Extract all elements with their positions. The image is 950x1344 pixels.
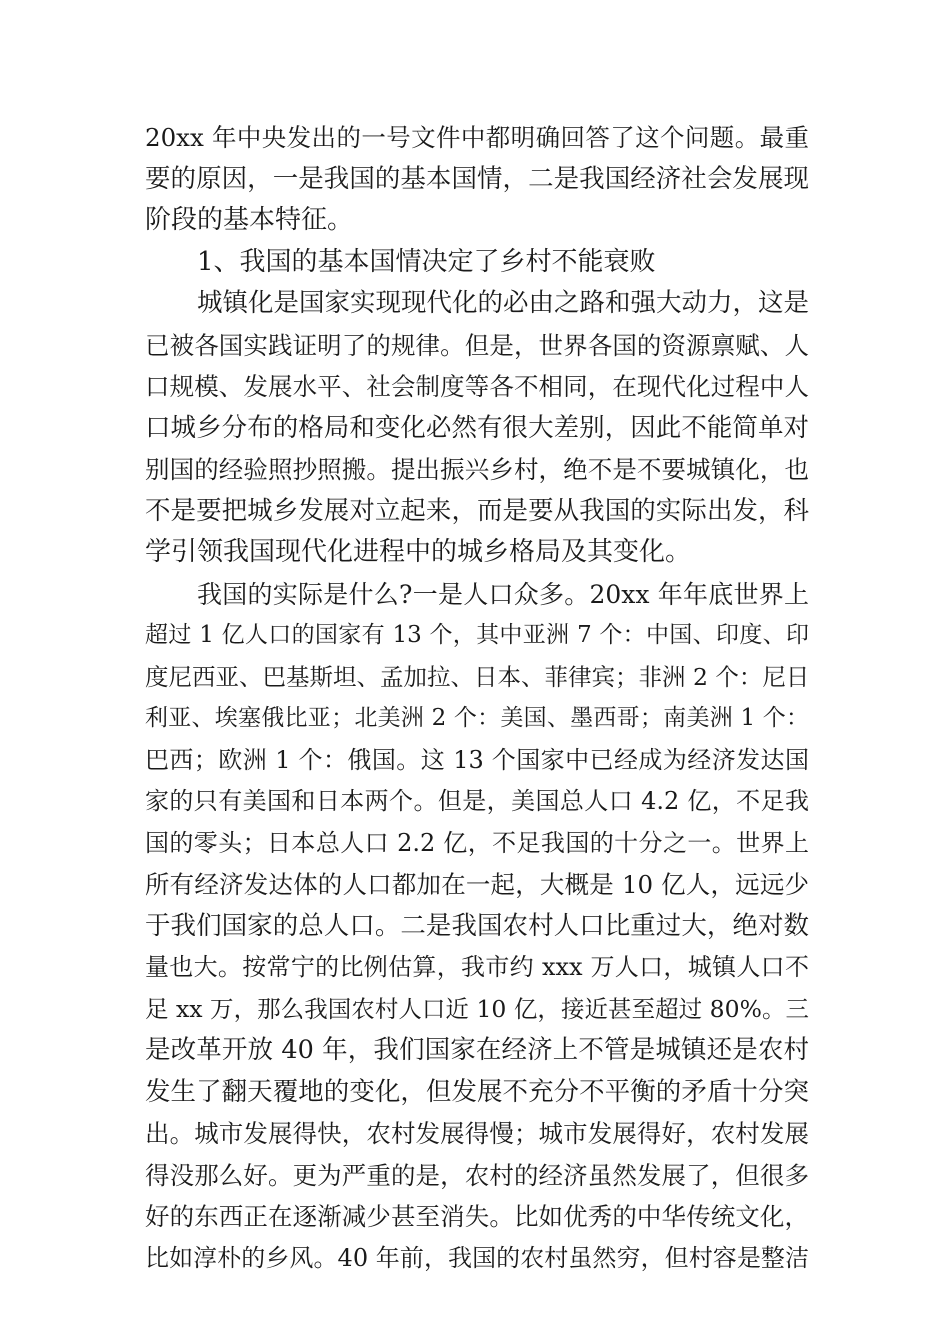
text-line: 口规模、发展水平、社会制度等各不相同，在现代化过程中人: [145, 372, 809, 401]
text-line: 好的东西正在逐渐减少甚至消失。比如优秀的中华传统文化，: [145, 1202, 809, 1231]
text-line: 超过 1 亿人口的国家有 13 个，其中亚洲 7 个：中国、印度、印: [145, 622, 809, 648]
body-text: [145, 117, 809, 1279]
text-line: 比如淳朴的乡风。40 年前，我国的农村虽然穷，但村容是整洁: [145, 1243, 809, 1272]
text-line: 1、我国的基本国情决定了乡村不能衰败: [197, 246, 656, 277]
text-line: 量也大。按常宁的比例估算，我市约 xxx 万人口，城镇人口不: [145, 953, 809, 981]
text-line: 国的零头；日本总人口 2.2 亿，不足我国的十分之一。世界上: [145, 828, 809, 857]
text-line: 是改革开放 40 年，我们国家在经济上不管是城镇还是农村: [145, 1035, 809, 1065]
text-line: 20xx 年中央发出的一号文件中都明确回答了这个问题。最重: [145, 123, 809, 152]
text-line: 所有经济发达体的人口都加在一起，大概是 10 亿人，远远少: [145, 870, 809, 899]
text-line: 足 xx 万，那么我国农村人口近 10 亿，接近甚至超过 80%。三: [145, 994, 809, 1023]
text-line: 口城乡分布的格局和变化必然有很大差别，因此不能简单对: [145, 412, 809, 443]
text-line: 阶段的基本特征。: [145, 205, 354, 235]
text-line: 学引领我国现代化进程中的城乡格局及其变化。: [145, 537, 692, 567]
text-line: 城镇化是国家实现现代化的必由之路和强大动力，这是: [197, 288, 810, 318]
text-line: 发生了翻天覆地的变化，但发展不充分不平衡的矛盾十分突: [145, 1076, 809, 1107]
text-line: 度尼西亚、巴基斯坦、孟加拉、日本、菲律宾；非洲 2 个：尼日: [145, 662, 810, 691]
text-line: 我国的实际是什么?一是人口众多。20xx 年年底世界上: [197, 579, 809, 609]
text-line: 巴西；欧洲 1 个：俄国。这 13 个国家中已经成为经济发达国: [145, 745, 809, 774]
text-line: 要的原因，一是我国的基本国情，二是我国经济社会发展现: [145, 163, 809, 194]
text-line: 家的只有美国和日本两个。但是，美国总人口 4.2 亿，不足我: [145, 787, 809, 815]
text-line: 已被各国实践证明了的规律。但是，世界各国的资源禀赋、人: [145, 330, 809, 360]
text-line: 别国的经验照抄照搬。提出振兴乡村，绝不是不要城镇化，也: [145, 455, 809, 484]
text-line: 得没那么好。更为严重的是，农村的经济虽然发展了，但很多: [145, 1160, 809, 1190]
text-line: 利亚、埃塞俄比亚；北美洲 2 个：美国、墨西哥；南美洲 1 个：: [145, 705, 809, 731]
text-line: 不是要把城乡发展对立起来，而是要从我国的实际出发，科: [145, 495, 809, 526]
text-line: 于我们国家的总人口。二是我国农村人口比重过大，绝对数: [145, 910, 809, 941]
text-line: 出。城市发展得快，农村发展得慢；城市发展得好，农村发展: [145, 1119, 809, 1148]
